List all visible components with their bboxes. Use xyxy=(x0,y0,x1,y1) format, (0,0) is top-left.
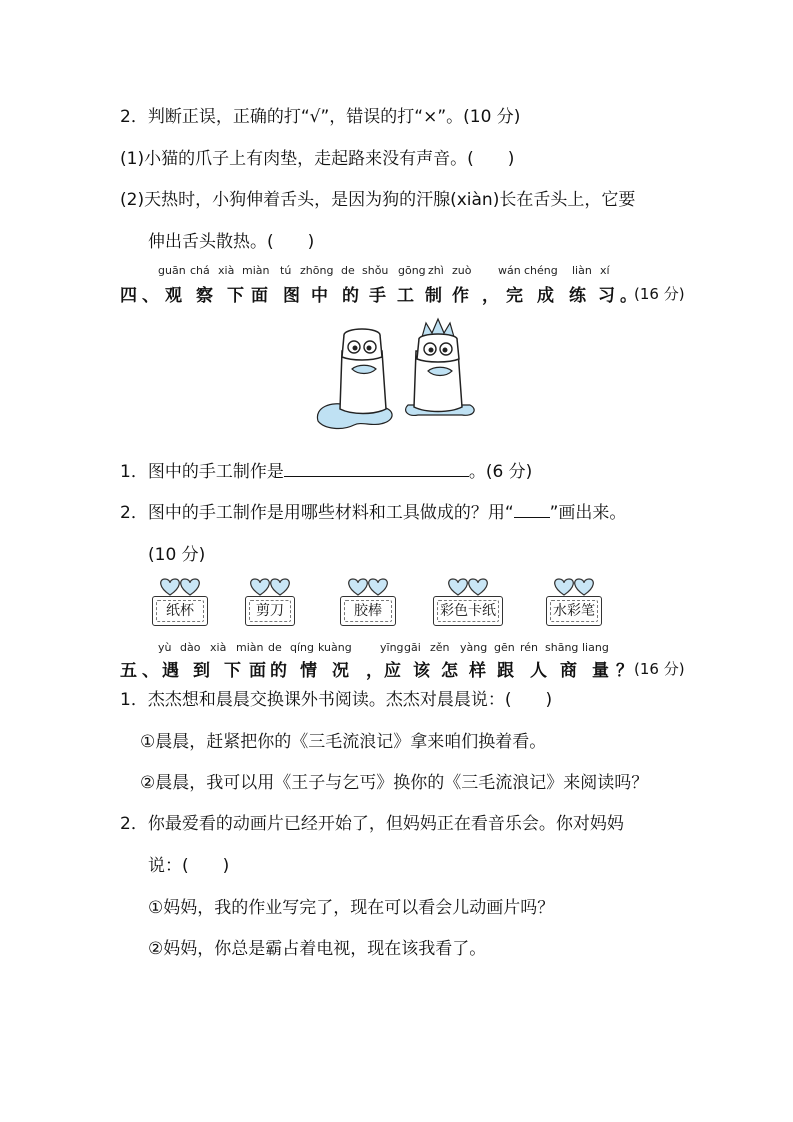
section4-q1-suffix: 。(6 分) xyxy=(468,462,533,482)
section5-pinyin-syllable-13: shāng xyxy=(545,641,579,654)
section5-heading-char-13: 样 xyxy=(469,661,486,681)
section5-pinyin-syllable-9: zěn xyxy=(430,641,450,654)
section4-heading-char-8: 的 xyxy=(342,286,359,306)
tool-label: 剪刀 xyxy=(245,596,295,626)
section3-q2-item1: (1)小猫的爪子上有肉垫，走起路来没有声音。( ) xyxy=(120,149,515,169)
section5-pinyin-syllable-8: gāi xyxy=(404,641,421,654)
section4-pinyin-syllable-4: tú xyxy=(280,264,292,277)
section5-pinyin-syllable-14: liang xyxy=(582,641,609,654)
section4-pinyin-syllable-6: de xyxy=(341,264,355,277)
section4-pinyin-syllable-10: zuò xyxy=(452,264,472,277)
section5-pinyin-syllable-11: gēn xyxy=(494,641,515,654)
section4-pinyin-syllable-8: gōng xyxy=(398,264,426,277)
section4-q2-prefix: 2．图中的手工制作是用哪些材料和工具做成的？用“ xyxy=(120,503,514,523)
section4-pinyin-syllable-0: guān xyxy=(158,264,186,277)
section4-heading-char-12: 作 xyxy=(452,286,469,306)
tool-label: 彩色卡纸 xyxy=(433,596,503,626)
heart-icon[interactable] xyxy=(433,578,503,598)
section4-q1-prefix: 1．图中的手工制作是 xyxy=(120,462,284,482)
section5-heading-char-7: 情 xyxy=(300,661,317,681)
section4-heading-char-15: 成 xyxy=(537,286,554,306)
section5-pinyin-syllable-0: yù xyxy=(158,641,172,654)
tool-label: 纸杯 xyxy=(152,596,208,626)
section4-heading-char-5: 面 xyxy=(251,286,268,306)
section4-q2-line1 xyxy=(120,502,626,524)
section4-heading-char-3: 察 xyxy=(196,286,213,306)
section4-pinyin-syllable-13: liàn xyxy=(572,264,592,277)
section5-heading-char-3: 到 xyxy=(193,661,210,681)
section5-heading-char-18: ？ xyxy=(616,661,633,681)
section4-q2-suffix: ”画出来。 xyxy=(549,503,627,523)
tool-option-2[interactable] xyxy=(340,578,396,628)
section4-heading-char-11: 制 xyxy=(425,286,442,306)
heart-icon[interactable] xyxy=(546,578,602,598)
tool-option-3[interactable] xyxy=(433,578,503,628)
section5-q1-title: 1．杰杰想和晨晨交换课外书阅读。杰杰对晨晨说：( ) xyxy=(120,690,553,710)
section4-pinyin xyxy=(0,264,793,278)
section5-heading-char-14: 跟 xyxy=(497,661,514,681)
section4-heading-char-14: 完 xyxy=(506,286,523,306)
section5-heading-char-9: ， xyxy=(366,661,383,681)
section5-score: (16 分) xyxy=(634,660,685,678)
section5-heading-char-8: 况 xyxy=(332,661,349,681)
section3-q2-item2-line1: (2)天热时，小狗伸着舌头，是因为狗的汗腺(xiàn)长在舌头上，它要 xyxy=(120,190,636,210)
tool-option-1[interactable] xyxy=(245,578,295,628)
section5-heading-char-5: 面 xyxy=(249,661,266,681)
section4-pinyin-syllable-3: miàn xyxy=(242,264,270,277)
section4-pinyin-syllable-12: chéng xyxy=(524,264,558,277)
section5-pinyin xyxy=(0,641,793,655)
tool-label: 水彩笔 xyxy=(546,596,602,626)
section4-pinyin-syllable-5: zhōng xyxy=(300,264,334,277)
section4-heading-char-9: 手 xyxy=(369,286,386,306)
section4-pinyin-syllable-7: shǒu xyxy=(362,264,389,277)
section5-q1-option1[interactable]: ①晨晨，赶紧把你的《三毛流浪记》拿来咱们换着看。 xyxy=(140,732,547,752)
section4-heading-char-10: 工 xyxy=(397,286,414,306)
section4-heading xyxy=(0,281,793,306)
section5-q2-line2: 说：( ) xyxy=(148,856,230,876)
section4-score: (16 分) xyxy=(634,285,685,303)
section5-heading-char-2: 遇 xyxy=(162,661,179,681)
section5-pinyin-syllable-2: xià xyxy=(210,641,227,654)
section4-heading-char-13: ， xyxy=(482,286,499,306)
section4-heading-char-0: 四 xyxy=(120,286,137,306)
section5-pinyin-syllable-3: miàn xyxy=(236,641,264,654)
heart-icon[interactable] xyxy=(152,578,208,598)
section5-heading-char-4: 下 xyxy=(224,661,241,681)
section5-heading-char-15: 人 xyxy=(530,661,547,681)
heart-icon[interactable] xyxy=(245,578,295,598)
section5-heading-char-12: 怎 xyxy=(441,661,458,681)
section5-q2-line1: 2．你最爱看的动画片已经开始了，但妈妈正在看音乐会。你对妈妈 xyxy=(120,814,624,834)
section4-heading-char-18: 。 xyxy=(620,286,637,306)
section5-pinyin-syllable-12: rén xyxy=(520,641,539,654)
section5-heading xyxy=(0,656,793,681)
section4-heading-char-1: 、 xyxy=(142,286,159,306)
section5-heading-char-0: 五 xyxy=(120,661,137,681)
section5-heading-char-1: 、 xyxy=(142,661,159,681)
section5-pinyin-syllable-5: qíng xyxy=(290,641,314,654)
section4-pinyin-syllable-14: xí xyxy=(600,264,610,277)
section4-heading-char-17: 习 xyxy=(598,286,615,306)
section5-q1-option2[interactable]: ②晨晨，我可以用《王子与乞丐》换你的《三毛流浪记》来阅读吗？ xyxy=(140,773,649,793)
section4-heading-char-6: 图 xyxy=(283,286,300,306)
section4-pinyin-syllable-1: chá xyxy=(190,264,210,277)
section5-heading-char-6: 的 xyxy=(270,661,287,681)
section3-q2-title: 2．判断正误，正确的打“√”，错误的打“×”。(10 分) xyxy=(120,107,521,127)
section5-pinyin-syllable-1: dào xyxy=(180,641,201,654)
paper-cup-frogs-illustration xyxy=(312,317,482,432)
section5-pinyin-syllable-4: de xyxy=(268,641,282,654)
section4-q1-answer-blank[interactable] xyxy=(284,462,469,477)
section5-q2-option1[interactable]: ①妈妈，我的作业写完了，现在可以看会儿动画片吗？ xyxy=(148,898,555,918)
section5-pinyin-syllable-10: yàng xyxy=(460,641,488,654)
tool-option-0[interactable] xyxy=(152,578,208,628)
section5-heading-char-16: 商 xyxy=(560,661,577,681)
section4-heading-char-7: 中 xyxy=(311,286,328,306)
section4-heading-char-16: 练 xyxy=(569,286,586,306)
section4-q1 xyxy=(120,461,532,483)
section4-pinyin-syllable-9: zhì xyxy=(428,264,444,277)
section5-q2-option2[interactable]: ②妈妈，你总是霸占着电视，现在该我看了。 xyxy=(148,939,487,959)
section3-q2-item2-line2: 伸出舌头散热。( ) xyxy=(148,232,315,252)
section5-heading-char-17: 量 xyxy=(592,661,609,681)
section5-heading-char-11: 该 xyxy=(413,661,430,681)
section4-q2-line2: (10 分) xyxy=(148,545,206,565)
tool-label: 胶棒 xyxy=(340,596,396,626)
section4-heading-char-4: 下 xyxy=(227,286,244,306)
section4-q2-underline-sample xyxy=(514,503,550,518)
section5-pinyin-syllable-6: kuàng xyxy=(318,641,352,654)
section5-pinyin-syllable-7: yīng xyxy=(380,641,404,654)
section4-pinyin-syllable-2: xià xyxy=(218,264,235,277)
section4-pinyin-syllable-11: wán xyxy=(498,264,521,277)
section5-heading-char-10: 应 xyxy=(384,661,401,681)
heart-icon[interactable] xyxy=(340,578,396,598)
tool-option-4[interactable] xyxy=(546,578,602,628)
section4-heading-char-2: 观 xyxy=(165,286,182,306)
